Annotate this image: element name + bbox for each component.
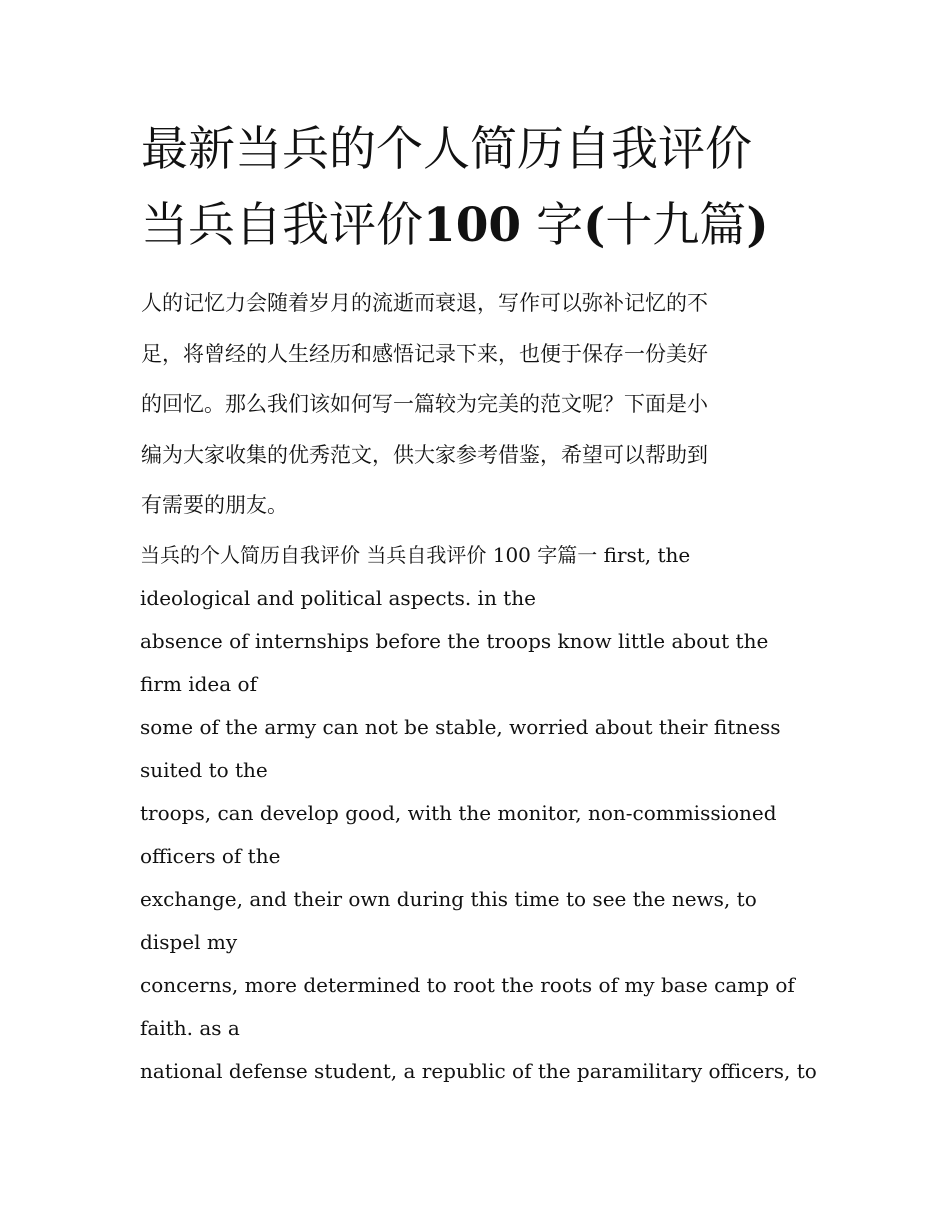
title-line-1: 最新当兵的个人简历自我评价 bbox=[141, 122, 752, 177]
body-line: suited to the bbox=[140, 758, 268, 782]
intro-line-4: 编为大家收集的优秀范文，供大家参考借鉴，希望可以帮助到 bbox=[141, 442, 708, 467]
body-line: officers of the bbox=[140, 844, 281, 868]
body-line: faith. as a bbox=[140, 1016, 240, 1040]
intro-line-1: 人的记忆力会随着岁月的流逝而衰退，写作可以弥补记忆的不 bbox=[141, 291, 708, 315]
intro-line-2: 足，将曾经的人生经历和感悟记录下来，也便于保存一份美好 bbox=[141, 341, 708, 366]
body-line: concerns, more determined to root the roots of my base camp of bbox=[140, 973, 795, 997]
body-line: national defense student, a republic of the paramilitary officers, to bbox=[140, 1059, 817, 1083]
body-line: ideological and political aspects. in the bbox=[140, 586, 536, 610]
body-line: troops, can develop good, with the monitor, non-commissioned bbox=[140, 801, 777, 825]
body-line: exchange, and their own during this time to see the news, to bbox=[140, 887, 757, 911]
body-text bbox=[140, 534, 840, 1093]
body-line: 当兵的个人简历自我评价 当兵自我评价 100 字篇一 first, the bbox=[140, 543, 691, 567]
title-line-2-prefix: 当兵自我评价 bbox=[141, 198, 423, 253]
document-title bbox=[141, 112, 831, 264]
body-line: dispel my bbox=[140, 930, 238, 954]
intro-line-5: 有需要的朋友。 bbox=[141, 493, 288, 517]
title-line-2-number: 100 bbox=[423, 198, 522, 253]
title-line-2-suffix: 十九篇 bbox=[605, 198, 747, 253]
intro-paragraph bbox=[141, 278, 813, 531]
title-line-2-open-paren: ( bbox=[583, 198, 606, 253]
intro-line-3: 的回忆。那么我们该如何写一篇较为完美的范文呢？下面是小 bbox=[141, 392, 708, 416]
title-line-2-close-paren: ) bbox=[746, 198, 769, 253]
body-line: absence of internships before the troops know little about the bbox=[140, 629, 769, 653]
title-line-2-char: 字 bbox=[536, 198, 584, 253]
body-line: firm idea of bbox=[140, 672, 257, 696]
body-line: some of the army can not be stable, worried about their fitness bbox=[140, 715, 781, 739]
